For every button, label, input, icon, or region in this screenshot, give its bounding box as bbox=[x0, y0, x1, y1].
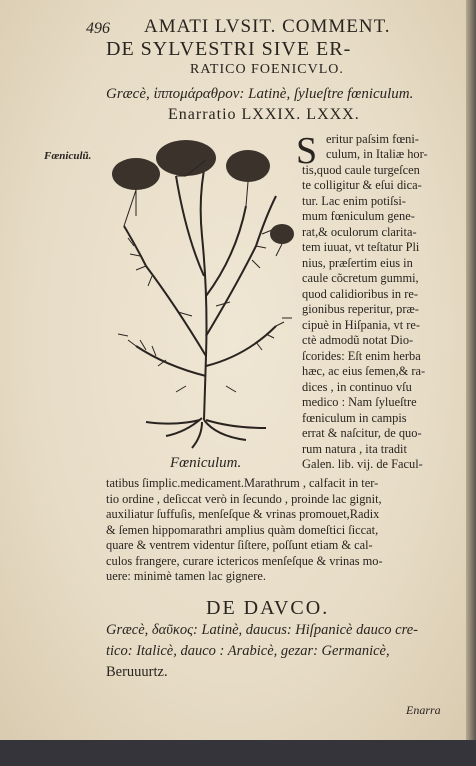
chapter-title-line-1: DE SYLVESTRI SIVE ER- bbox=[106, 38, 352, 60]
book-spine-edge bbox=[466, 0, 476, 766]
body-line: tio ordine , deſiccat verò in ſecundo , proinde lac gignit, bbox=[106, 492, 382, 506]
column-line: fœniculum in campis bbox=[302, 411, 407, 425]
figure-caption: Fœniculum. bbox=[170, 455, 242, 471]
column-line: cipuè in Hiſpania, vt re- bbox=[302, 318, 421, 332]
synonyms-line: Græcè, ἱππομάραθρον: Latinè, ſylueſtre fœniculum. bbox=[106, 86, 414, 102]
section-synonyms-line: Græcè, δαῦκος: Latinè, daucus: Hiſpanicè dauco cre- bbox=[106, 622, 418, 638]
column-line: mum fœniculum gene- bbox=[302, 209, 415, 223]
column-line: te colligitur & eſui dica- bbox=[302, 178, 422, 192]
column-line: hæc, ac eius ſemen,& ra- bbox=[302, 364, 426, 378]
scan-background-edge bbox=[0, 740, 476, 766]
column-line: Galen. lib. vij. de Facul- bbox=[302, 457, 423, 471]
catchword: Enarra bbox=[406, 703, 441, 717]
body-line: tatibus ſimplic.medicament.Marathrum , calfacit in ter- bbox=[106, 476, 379, 490]
column-line: nius, præſertim eius in bbox=[302, 256, 413, 270]
body-line: quare & ventrem videntur ſiſtere, poſſunt etiam & cal- bbox=[106, 538, 373, 552]
fennel-woodcut-illustration bbox=[106, 136, 302, 454]
enarratio-heading: Enarratio LXXIX. LXXX. bbox=[168, 106, 360, 123]
column-line: medico : Nam ſylueſtre bbox=[302, 395, 417, 409]
drop-cap: S bbox=[296, 130, 318, 172]
page-number: 496 bbox=[86, 20, 110, 37]
column-line: ſcorides: Eſt enim herba bbox=[302, 349, 421, 363]
body-line: auxiliatur ſuffuſis, menſeſque & vrinas promouet,Radix bbox=[106, 507, 380, 521]
column-line: rat,& oculorum clarita- bbox=[302, 225, 417, 239]
margin-note: Fœniculũ. bbox=[44, 150, 92, 162]
section-synonyms-line: tico: Italicè, dauco : Arabicè, gezar: Germanicè, bbox=[106, 643, 390, 659]
column-line: culum, in Italiæ hor- bbox=[326, 147, 428, 161]
section-synonyms-line: Beruuurtz. bbox=[106, 664, 168, 680]
section-title: DE DAVCO. bbox=[206, 597, 330, 619]
column-line: tis,quod caule turgeſcen bbox=[302, 163, 420, 177]
column-line: errat & naſcitur, de quo- bbox=[302, 426, 422, 440]
column-line: tur. Lac enim potiſsi- bbox=[302, 194, 406, 208]
column-line: tem iuuat, vt teſtatur Pli bbox=[302, 240, 420, 254]
chapter-title-line-2: RATICO FOENICVLO. bbox=[190, 62, 344, 77]
body-line: uere: minimè tamen lac gignere. bbox=[106, 569, 266, 583]
column-line: gionibus reperitur, præ- bbox=[302, 302, 419, 316]
body-line: culos frangere, curare ictericos menſeſque & vrinas mo- bbox=[106, 554, 383, 568]
column-line: quod calidioribus in re- bbox=[302, 287, 418, 301]
column-line: dices , in continuo vſu bbox=[302, 380, 412, 394]
column-line: eritur paſsim fœni- bbox=[326, 132, 419, 146]
body-line: & ſemen hippomarathri amplius quàm domeſtici ſiccat, bbox=[106, 523, 379, 537]
column-line: rum natura , ita tradit bbox=[302, 442, 407, 456]
column-line: ctè admodũ notat Dio- bbox=[302, 333, 414, 347]
column-line: caule cõcretum gummi, bbox=[302, 271, 419, 285]
running-head: AMATI LVSIT. COMMENT. bbox=[144, 16, 391, 37]
